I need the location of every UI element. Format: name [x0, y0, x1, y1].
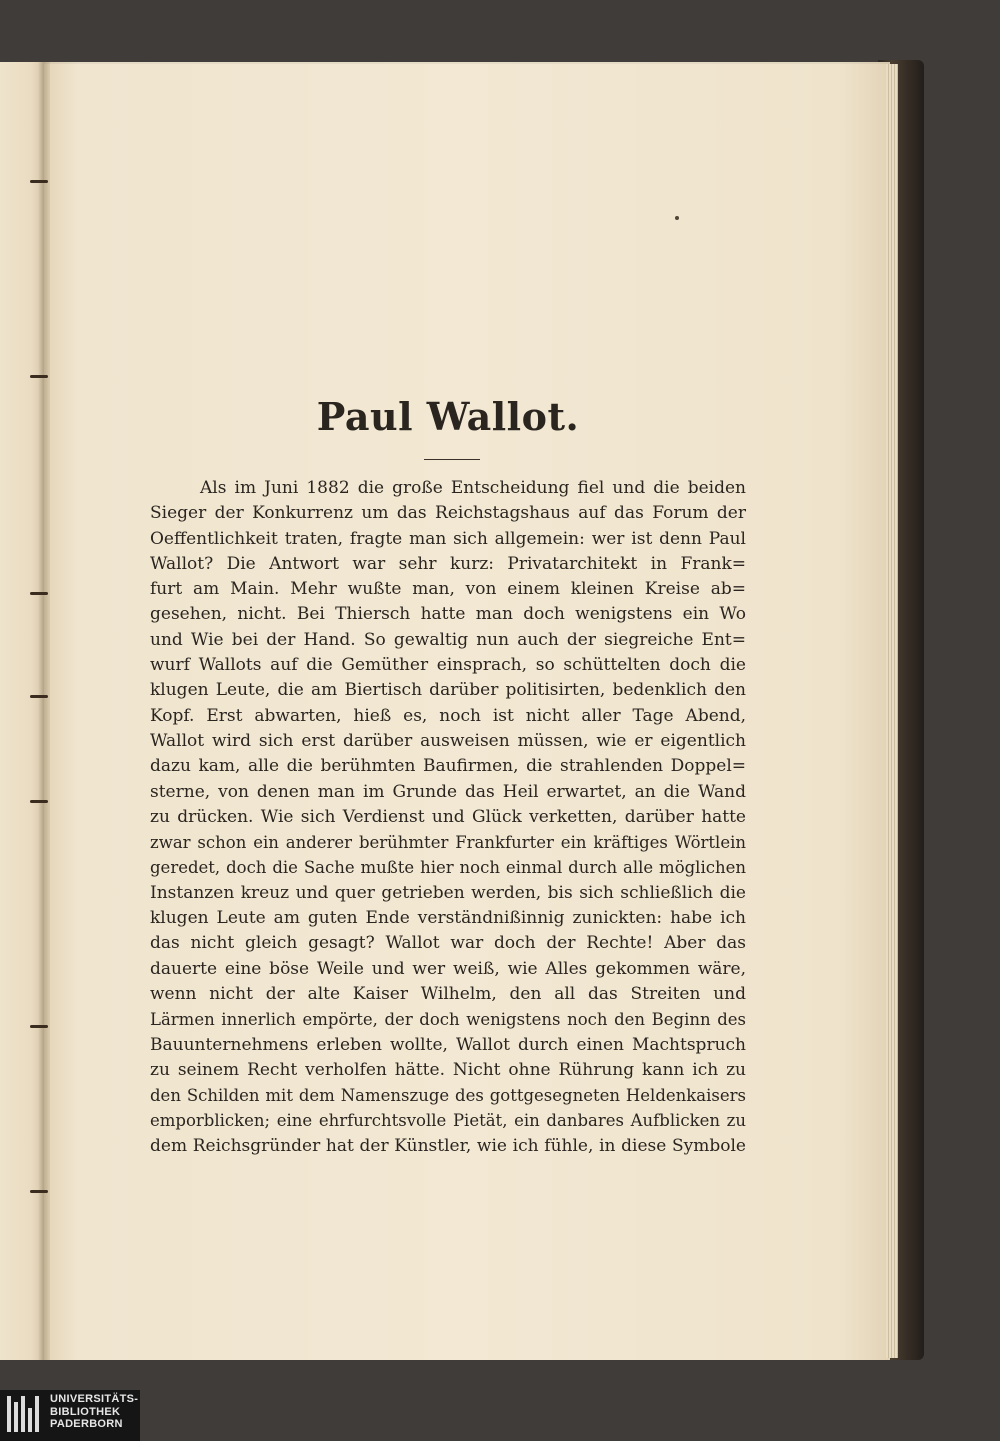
- text-line: Instanzen kreuz und quer getrieben werden, bis sich schließlich die: [150, 882, 746, 903]
- text-line: geredet, doch die Sache mußte hier noch einmal durch alle möglichen: [150, 858, 746, 878]
- text-line: gesehen, nicht. Bei Thiersch hatte man doch wenigstens ein Wo: [150, 604, 746, 625]
- logo-line: PADERBORN: [50, 1418, 123, 1430]
- body-text: [150, 476, 746, 1159]
- text-line: klugen Leute am guten Ende verständnißinnig zunickten: habe ich: [150, 908, 746, 929]
- binding-stitch: [30, 1025, 48, 1028]
- text-line: emporblicken; eine ehrfurchtsvolle Pietät, ein danbares Aufblicken zu: [150, 1111, 746, 1131]
- binding-stitch: [30, 180, 48, 183]
- binding-stitch: [30, 1190, 48, 1193]
- page-stack-edges: [886, 64, 898, 1358]
- page-gutter: [38, 62, 50, 1360]
- library-logo-mark: [7, 1396, 43, 1432]
- text-line: Lärmen innerlich empörte, der doch wenigstens noch den Beginn des: [150, 1010, 746, 1030]
- text-line: zu seinem Recht verholfen hätte. Nicht ohne Rührung kann ich zu: [150, 1059, 746, 1080]
- binding-stitch: [30, 695, 48, 698]
- text-line: Bauunternehmens erleben wollte, Wallot durch einen Machtspruch: [150, 1034, 746, 1055]
- text-line: wurf Wallots auf die Gemüther einsprach, so schüttelten doch die: [150, 655, 746, 676]
- text-line: Wallot? Die Antwort war sehr kurz: Privatarchitekt in Frank=: [150, 553, 746, 574]
- text-line: wenn nicht der alte Kaiser Wilhelm, den all das Streiten und: [150, 983, 746, 1004]
- page-title: Paul Wallot.: [316, 394, 580, 439]
- text-line: zwar schon ein anderer berühmter Frankfurter ein kräftiges Wörtlein: [150, 833, 746, 853]
- title-rule: [424, 459, 480, 460]
- text-line: Kopf. Erst abwarten, hieß es, noch ist nicht aller Tage Abend,: [150, 705, 746, 726]
- text-line: furt am Main. Mehr wußte man, von einem kleinen Kreise ab=: [150, 579, 746, 600]
- library-logo: [0, 1390, 140, 1441]
- text-line: Als im Juni 1882 die große Entscheidung fiel und die beiden: [200, 478, 746, 498]
- text-line: dauerte eine böse Weile und wer weiß, wie Alles gekommen wäre,: [150, 958, 746, 979]
- text-line: klugen Leute, die am Biertisch darüber politisirten, bedenklich den: [150, 680, 746, 701]
- logo-line: UNIVERSITÄTS-: [50, 1393, 139, 1405]
- text-line: und Wie bei der Hand. So gewaltig nun auch der siegreiche Ent=: [150, 629, 746, 650]
- text-line: dem Reichsgründer hat der Künstler, wie ich fühle, in diese Symbole: [150, 1135, 746, 1156]
- logo-line: BIBLIOTHEK: [50, 1405, 121, 1418]
- text-line: das nicht gleich gesagt? Wallot war doch der Rechte! Aber das: [150, 933, 746, 954]
- text-line: Wallot wird sich erst darüber ausweisen müssen, wie er eigentlich: [150, 730, 746, 751]
- ink-speck: [675, 216, 679, 220]
- text-line: Oeffentlichkeit traten, fragte man sich allgemein: wer ist denn Paul: [150, 528, 746, 549]
- binding-stitch: [30, 800, 48, 803]
- text-line: zu drücken. Wie sich Verdienst und Glück verketten, darüber hatte: [150, 806, 746, 827]
- text-line: dazu kam, alle die berühmten Baufirmen, die strahlenden Doppel=: [150, 756, 746, 777]
- library-logo-text: [50, 1393, 138, 1431]
- binding-stitch: [30, 375, 48, 378]
- text-line: Sieger der Konkurrenz um das Reichstagshaus auf das Forum der: [150, 503, 746, 524]
- text-line: den Schilden mit dem Namenszuge des gottgesegneten Heldenkaisers: [150, 1086, 746, 1106]
- binding-stitch: [30, 592, 48, 595]
- text-line: sterne, von denen man im Grunde das Heil erwartet, an die Wand: [150, 781, 746, 802]
